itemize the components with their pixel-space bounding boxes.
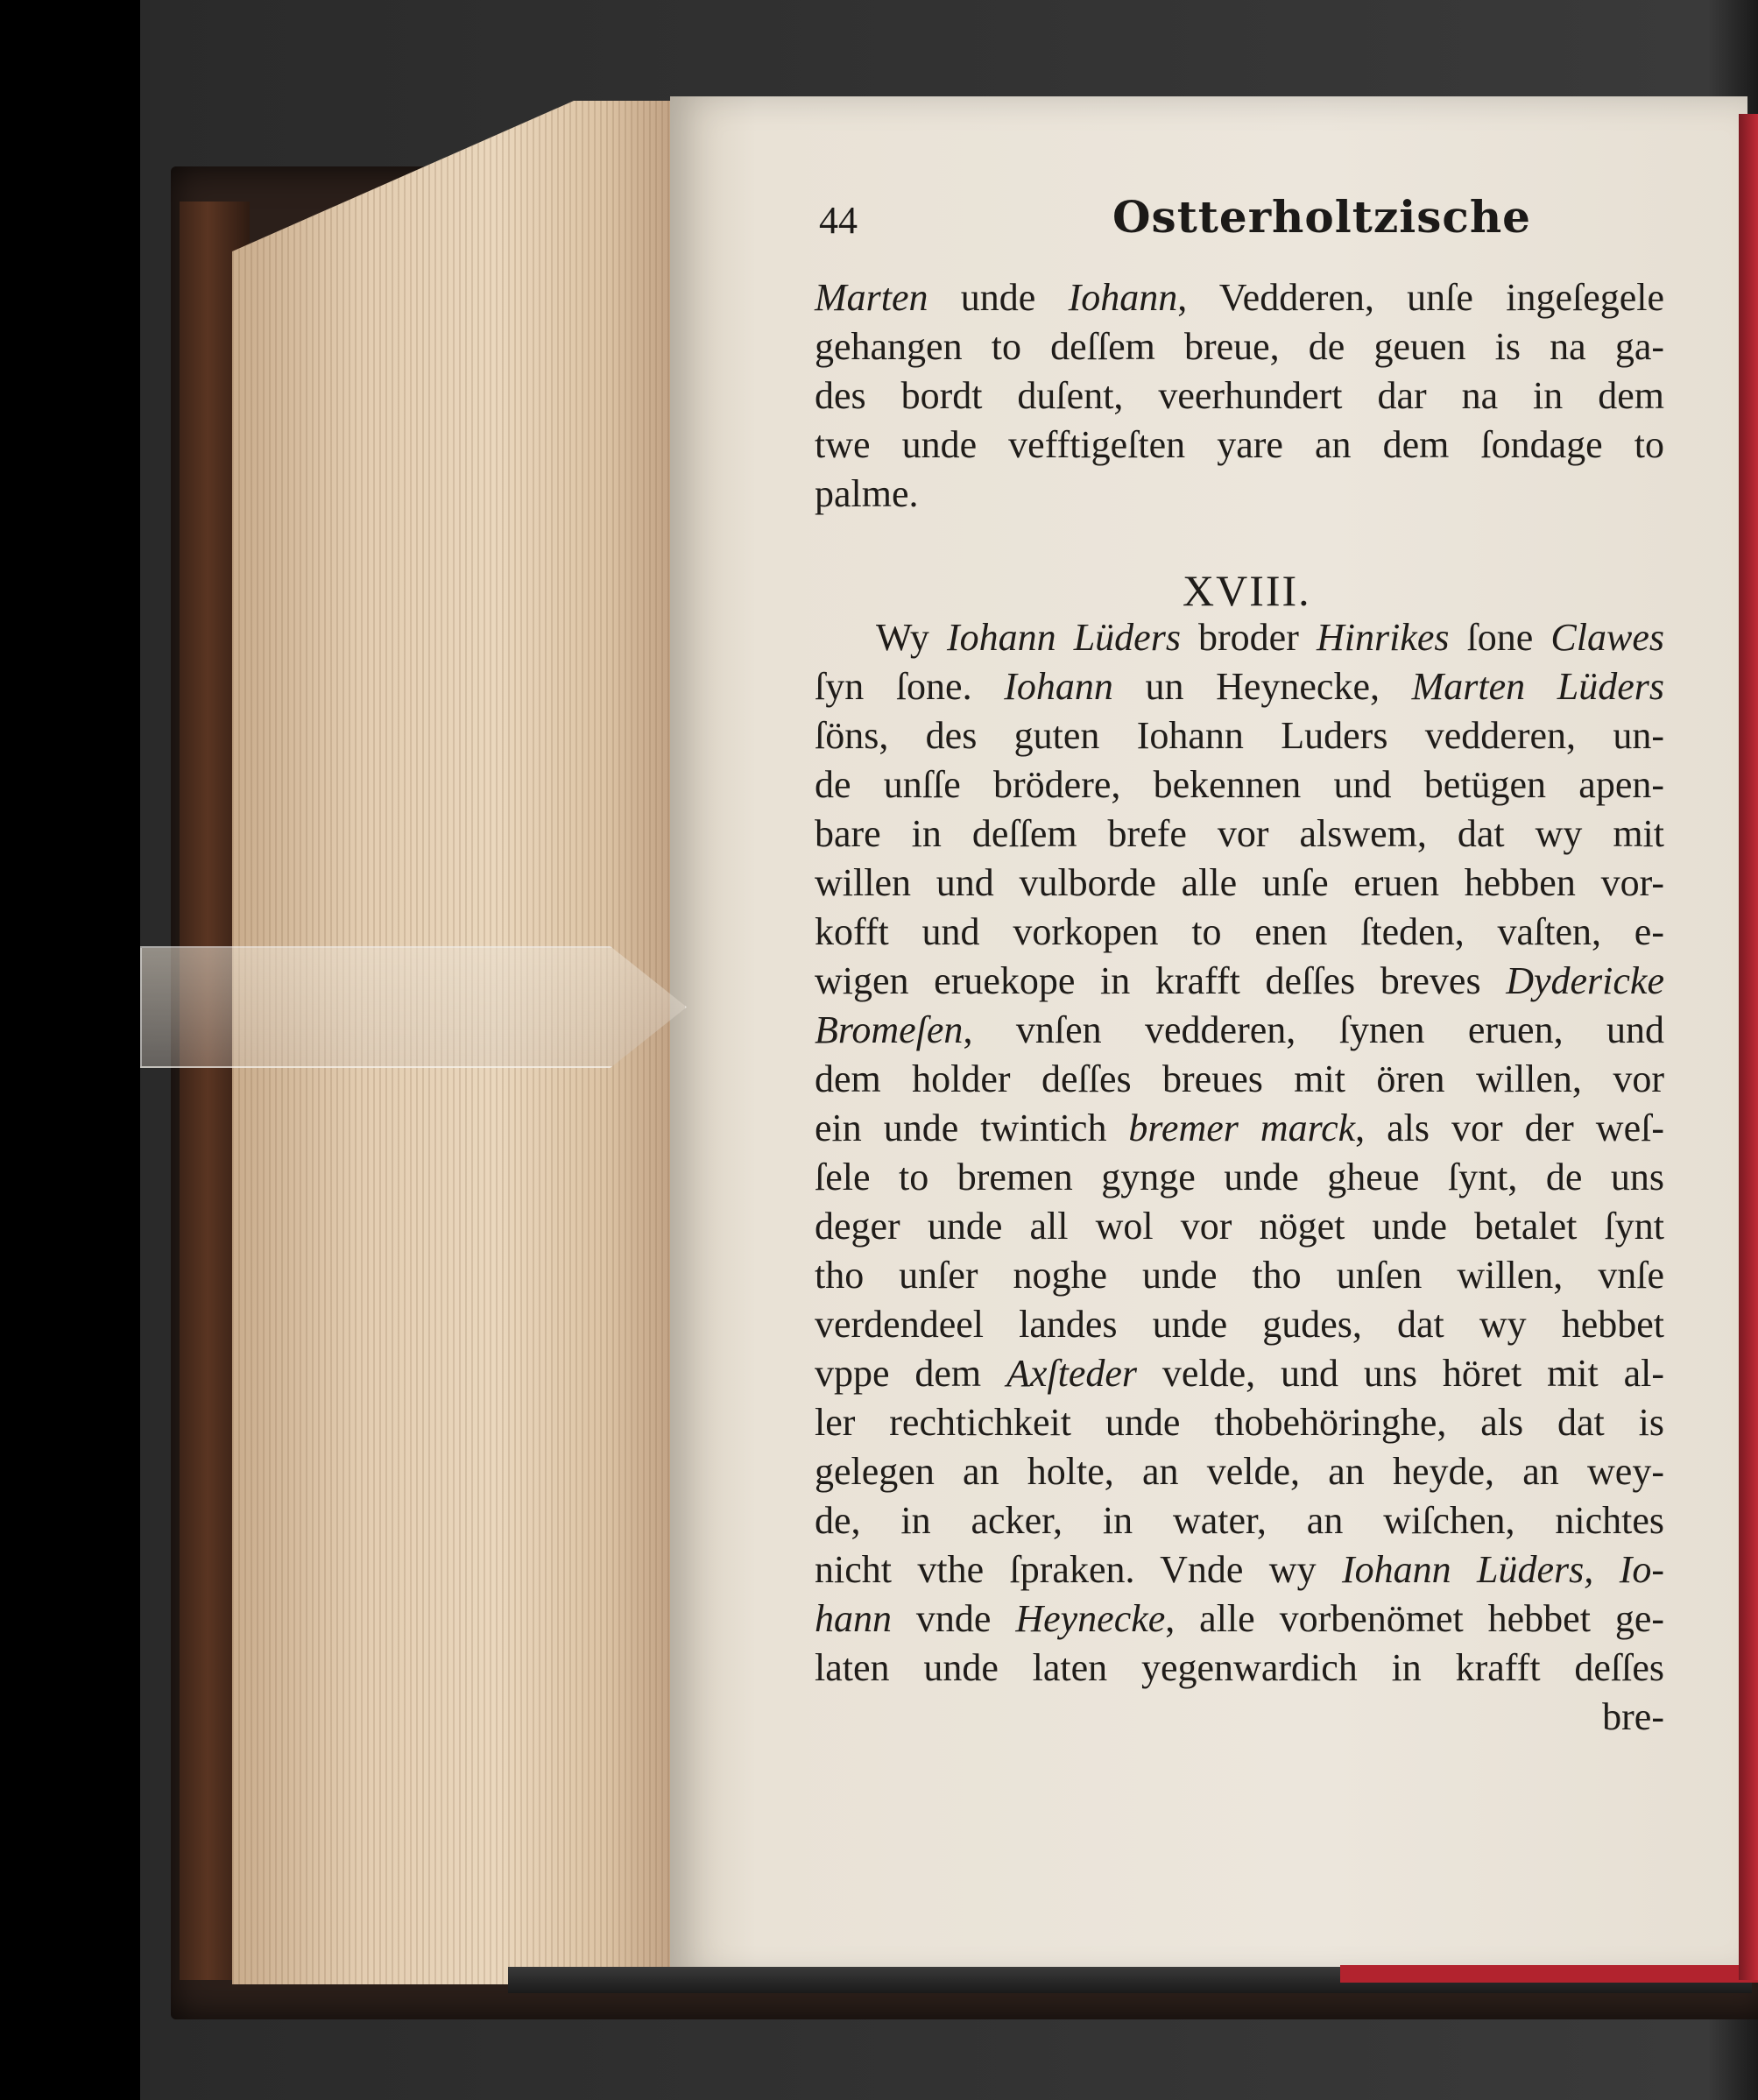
red-page-edge-right (1739, 114, 1758, 1980)
italic-text-segment: Iohann Lüders, Io- (1341, 1548, 1664, 1591)
text-segment: un Heynecke, (1112, 665, 1412, 708)
italic-text-segment: Marten Lüders (1411, 665, 1664, 708)
text-line (815, 1055, 1664, 1104)
italic-text-segment: bremer marck (1128, 1107, 1356, 1149)
text-line (815, 957, 1664, 1006)
text-line (815, 273, 1664, 322)
text-line (815, 1496, 1664, 1545)
text-segment: verdendeel landes unde gudes, dat wy hebbet (815, 1303, 1664, 1346)
text-segment: des bordt duſent, veerhundert dar na in dem (815, 374, 1664, 417)
section-heading: XVIII. (1183, 566, 1311, 615)
text-line (815, 760, 1664, 810)
text-segment: ler rechtichkeit unde thobehöringhe, als dat is (815, 1401, 1664, 1444)
text-line (815, 908, 1664, 957)
page-header (819, 191, 1572, 252)
text-line (815, 1153, 1664, 1202)
text-line (815, 1545, 1664, 1594)
text-segment: nicht vthe ſpraken. Vnde wy (815, 1548, 1342, 1591)
text-line (876, 613, 1664, 662)
italic-text-segment: Hinrikes (1316, 616, 1450, 659)
text-line (815, 1202, 1664, 1251)
running-title: Ostterholtzische (1112, 191, 1531, 243)
italic-text-segment: Iohann (1068, 276, 1178, 319)
text-line (815, 1447, 1664, 1496)
italic-text-segment: Clawes (1550, 616, 1664, 659)
text-segment: dem holder deſſes breues mit ören willen, vor (815, 1057, 1664, 1100)
text-segment: kofft und vorkopen to enen ſteden, vaſten, e- (815, 910, 1664, 953)
text-segment: velde, und uns höret mit al- (1137, 1352, 1664, 1395)
italic-text-segment: Marten (815, 276, 928, 319)
italic-text-segment: Axſteder (1006, 1352, 1138, 1395)
text-segment: , vnſen vedderen, ſynen eruen, und (963, 1008, 1664, 1051)
text-line (815, 662, 1664, 711)
text-segment: , Vedderen, unſe ingeſegele (1177, 276, 1665, 319)
text-segment: ſöns, des guten Iohann Luders vedderen, un- (815, 714, 1664, 757)
italic-text-segment: hann (815, 1597, 892, 1640)
text-line (815, 711, 1664, 760)
italic-text-segment: Heynecke (1015, 1597, 1166, 1640)
text-line (815, 421, 1664, 470)
text-segment: broder (1180, 616, 1317, 659)
text-segment: palme. (815, 472, 919, 515)
text-segment: , alle vorbenömet hebbet ge- (1165, 1597, 1664, 1640)
italic-text-segment: Dydericke (1506, 959, 1664, 1002)
text-segment: vnde (892, 1597, 1016, 1640)
text-segment: , als vor der weſ- (1355, 1107, 1664, 1149)
text-segment: laten unde laten yegenwardich in krafft deſſes (815, 1646, 1664, 1689)
text-line (815, 371, 1664, 421)
plastic-bookmark[interactable] (140, 946, 687, 1068)
text-segment: ſyn ſone. (815, 665, 1005, 708)
red-page-edge-bottom (1340, 1965, 1758, 1983)
text-segment: de, in acker, in water, an wiſchen, nichtes (815, 1499, 1664, 1542)
text-line (815, 1104, 1664, 1153)
text-segment: gehangen to deſſem breue, de geuen is na ga- (815, 325, 1664, 368)
text-segment: twe unde vefftigeſten yare an dem ſondage to (815, 423, 1664, 466)
text-line (815, 322, 1664, 371)
text-line (815, 1644, 1664, 1693)
page-number: 44 (819, 199, 858, 242)
text-segment: deger unde all wol vor nöget unde betalet ſynt (815, 1205, 1664, 1248)
italic-text-segment: Iohann Lüders (946, 616, 1181, 659)
italic-text-segment: Bromeſen (815, 1008, 964, 1051)
text-line (815, 470, 1664, 519)
text-line (815, 1006, 1664, 1055)
text-segment: tho unſer noghe unde tho unſen willen, vnſe (815, 1254, 1664, 1297)
text-line (815, 1398, 1664, 1447)
text-segment: willen und vulborde alle unſe eruen hebben vor- (815, 861, 1664, 904)
text-line (815, 1594, 1664, 1644)
italic-text-segment: Iohann (1004, 665, 1113, 708)
text-segment: bare in deſſem brefe vor alswem, dat wy mit (815, 812, 1664, 855)
text-segment: wigen eruekope in krafft deſſes breves (815, 959, 1507, 1002)
text-segment: vppe dem (815, 1352, 1006, 1395)
text-segment: ſele to bremen gynge unde gheue ſynt, de uns (815, 1156, 1664, 1198)
text-segment: unde (928, 276, 1069, 319)
text-line (815, 1349, 1664, 1398)
text-line (815, 1300, 1664, 1349)
text-line (815, 1693, 1664, 1742)
text-segment: Wy (876, 616, 947, 659)
text-line (815, 810, 1664, 859)
text-segment: bre- (1602, 1695, 1664, 1738)
text-segment: gelegen an holte, an velde, an heyde, an wey- (815, 1450, 1664, 1493)
text-segment: ſone (1449, 616, 1551, 659)
text-segment: ein unde twintich (815, 1107, 1129, 1149)
text-segment: de unſſe brödere, bekennen und betügen apen- (815, 763, 1664, 806)
text-line (815, 1251, 1664, 1300)
text-line (815, 859, 1664, 908)
